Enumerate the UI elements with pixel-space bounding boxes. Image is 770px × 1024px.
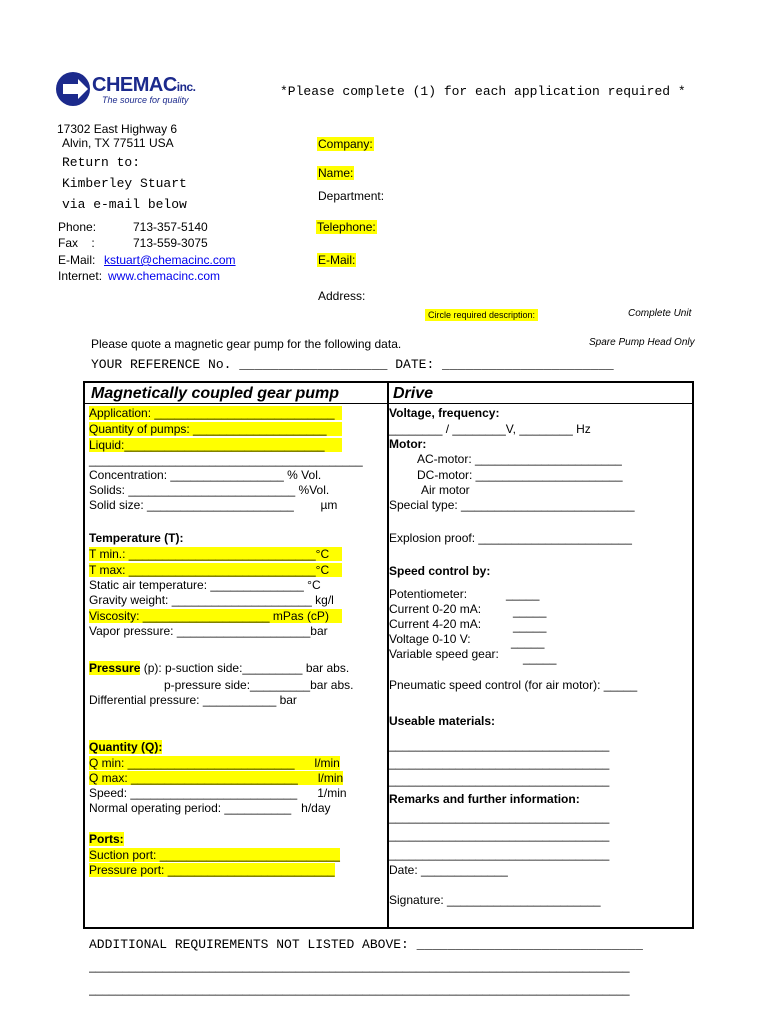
drive-column-header: Drive	[393, 385, 434, 402]
logo-arrow-icon	[56, 72, 90, 106]
fax-value: 713-559-3075	[133, 236, 208, 250]
pressure-port-field[interactable]: Pressure port: _________________________	[89, 863, 335, 877]
return-to-line3: via e-mail below	[62, 197, 187, 212]
variable-speed-gear-blank[interactable]: _____	[523, 651, 557, 665]
pressure-suction-field[interactable]: Pressure (p): p-suction side:_________ bar abs.	[89, 661, 350, 675]
current-4-20-blank[interactable]: _____	[513, 619, 547, 633]
banner-instruction: *Please complete (1) for each application required *	[280, 84, 686, 99]
air-motor-option[interactable]: Air motor	[421, 483, 470, 497]
ports-section-title: Ports:	[89, 832, 124, 846]
liquid-extra-line[interactable]: _________________________________________	[89, 453, 363, 467]
internet-label: Internet:	[58, 269, 103, 283]
pressure-section-title: Pressure	[89, 661, 141, 675]
speed-control-title: Speed control by:	[389, 564, 491, 578]
logo-brand: CHEMACinc.	[92, 74, 196, 96]
option-complete-unit[interactable]: Complete Unit	[628, 308, 692, 319]
header-divider	[85, 403, 692, 404]
explosion-proof-field[interactable]: Explosion proof: _______________________	[389, 531, 632, 545]
email-field-label: E-Mail:	[318, 253, 356, 267]
remarks-title: Remarks and further information:	[389, 792, 580, 806]
variable-speed-gear-label: Variable speed gear:	[389, 647, 499, 661]
voltage-frequency-field[interactable]: ________ / ________V, ________ Hz	[389, 422, 591, 436]
voltage-0-10-blank[interactable]: _____	[511, 635, 545, 649]
email-link[interactable]: kstuart@chemacinc.com	[104, 253, 236, 267]
pressure-side-field[interactable]: p-pressure side:_________bar abs.	[164, 678, 354, 692]
ac-motor-field[interactable]: AC-motor: ______________________	[417, 452, 622, 466]
application-field[interactable]: Application: ___________________________	[89, 406, 342, 420]
pump-column-header: Magnetically coupled gear pump	[91, 385, 340, 402]
potentiometer-blank[interactable]: _____	[506, 587, 540, 601]
concentration-field[interactable]: Concentration: _________________ % Vol.	[89, 468, 322, 482]
useable-materials-line1[interactable]: _________________________________	[389, 738, 610, 752]
dc-motor-field[interactable]: DC-motor: ______________________	[417, 468, 623, 482]
potentiometer-label: Potentiometer:	[389, 587, 468, 601]
additional-requirements-blank2[interactable]: _________________________________________________________________________________	[89, 982, 630, 996]
quantity-of-pumps-field[interactable]: Quantity of pumps: ____________________	[89, 422, 342, 436]
address-field-label: Address:	[318, 289, 366, 303]
circle-required-label: Circle required description:	[425, 309, 538, 321]
signature-field[interactable]: Signature: _______________________	[389, 893, 601, 907]
option-spare-pump-head[interactable]: Spare Pump Head Only	[589, 337, 695, 348]
useable-materials-title: Useable materials:	[389, 714, 496, 728]
remarks-line2[interactable]: _________________________________	[389, 828, 610, 842]
email-label: E-Mail:	[58, 253, 96, 267]
special-type-field[interactable]: Special type: __________________________	[389, 498, 635, 512]
pneumatic-speed-control-field[interactable]: Pneumatic speed control (for air motor): _____	[389, 678, 638, 692]
t-min-field[interactable]: T min.: ____________________________°C	[89, 547, 342, 561]
address-line1: 17302 East Highway 6	[57, 122, 178, 136]
temperature-section-title: Temperature (T):	[89, 531, 184, 545]
solids-field[interactable]: Solids: _________________________ %Vol.	[89, 483, 330, 497]
name-field-label: Name:	[318, 166, 354, 180]
q-max-field[interactable]: Q max: _________________________ l/min	[89, 771, 344, 785]
speed-field[interactable]: Speed: _________________________ 1/min	[89, 786, 347, 800]
chemac-logo	[56, 72, 206, 108]
department-field-label: Department:	[318, 189, 385, 203]
normal-operating-period-field[interactable]: Normal operating period: __________ h/day	[89, 801, 331, 815]
useable-materials-line3[interactable]: _________________________________	[389, 773, 610, 787]
motor-title: Motor:	[389, 437, 427, 451]
telephone-field-label: Telephone:	[317, 220, 376, 234]
website-link[interactable]: www.chemacinc.com	[108, 269, 221, 283]
t-max-field[interactable]: T max: ____________________________°C	[89, 563, 342, 577]
useable-materials-line2[interactable]: _________________________________	[389, 756, 610, 770]
current-0-20-blank[interactable]: _____	[513, 604, 547, 618]
voltage-frequency-title: Voltage, frequency:	[389, 406, 500, 420]
current-4-20-label: Current 4-20 mA:	[389, 617, 482, 631]
liquid-field[interactable]: Liquid:______________________________	[89, 438, 342, 452]
company-field-label: Company:	[318, 137, 373, 151]
quote-instruction: Please quote a magnetic gear pump for the following data.	[91, 337, 402, 351]
additional-requirements-line[interactable]: ADDITIONAL REQUIREMENTS NOT LISTED ABOVE: _____________________________	[89, 937, 643, 952]
suction-port-field[interactable]: Suction port: ___________________________	[89, 848, 340, 862]
remarks-line3[interactable]: _________________________________	[389, 847, 610, 861]
additional-requirements-blank1[interactable]: _________________________________________________________________________________	[89, 959, 630, 973]
vapor-pressure-field[interactable]: Vapor pressure: ____________________bar	[89, 624, 328, 638]
return-to-line2: Kimberley Stuart	[62, 176, 187, 191]
reference-date-line[interactable]: YOUR REFERENCE No. ___________________ DATE: ______________________	[91, 357, 614, 372]
logo-tagline: The source for quality	[102, 95, 189, 105]
address-line2: Alvin, TX 77511 USA	[62, 136, 174, 150]
phone-value: 713-357-5140	[133, 220, 208, 234]
phone-label: Phone:	[58, 220, 97, 234]
gravity-weight-field[interactable]: Gravity weight: _____________________ kg/l	[89, 593, 334, 607]
fax-label: Fax :	[58, 236, 95, 250]
q-min-field[interactable]: Q min: _________________________ l/min	[89, 756, 340, 770]
differential-pressure-field[interactable]: Differential pressure: ___________ bar	[89, 693, 297, 707]
static-air-temperature-field[interactable]: Static air temperature: ______________ °C	[89, 578, 321, 592]
viscosity-field[interactable]: Viscosity: ___________________ mPas (cP)	[89, 609, 342, 623]
quantity-section-title: Quantity (Q):	[89, 740, 163, 754]
return-to-line1: Return to:	[62, 155, 141, 170]
date-field[interactable]: Date: _____________	[389, 863, 508, 877]
solid-size-field[interactable]: Solid size: ______________________ µm	[89, 498, 338, 512]
remarks-line1[interactable]: _________________________________	[389, 810, 610, 824]
current-0-20-label: Current 0-20 mA:	[389, 602, 482, 616]
voltage-0-10-label: Voltage 0-10 V:	[389, 632, 471, 646]
